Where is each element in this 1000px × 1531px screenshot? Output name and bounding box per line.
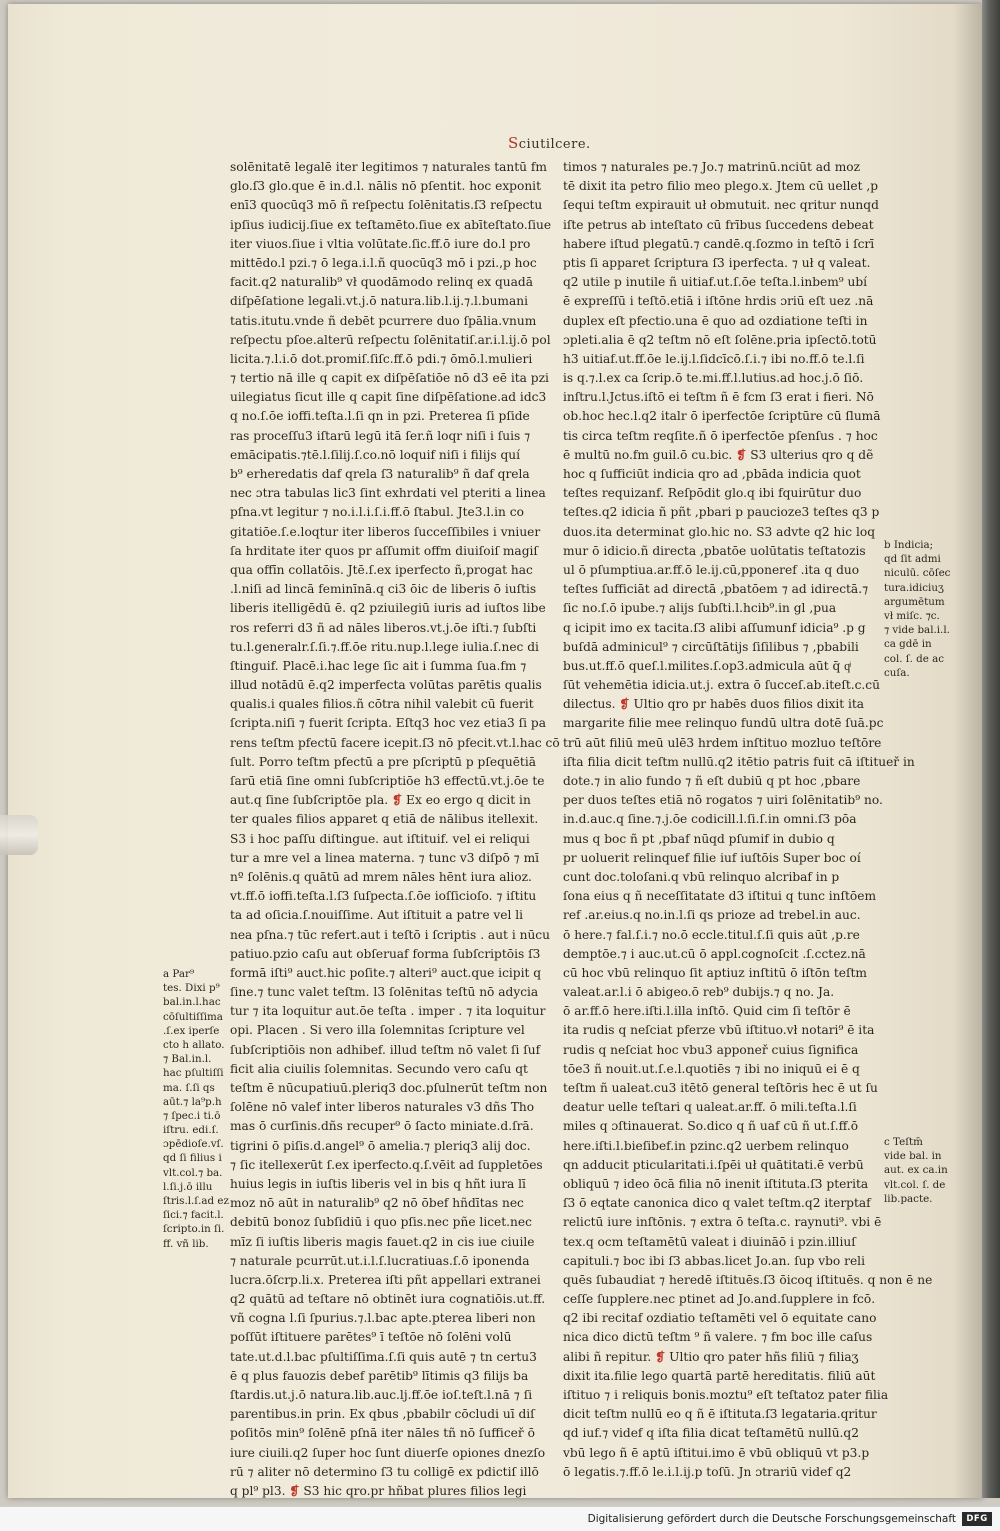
margin-note-b xyxy=(884,538,956,680)
margin-line: vlt.col.⁊ ba. xyxy=(163,1166,223,1179)
margin-line: ⁊ ſpec.i ti.ō xyxy=(163,1109,221,1122)
text-line: ſtardis.ut.j.ō natura.lib.auc.lj.ff.ōe ioſ.teſt.l.nā ⁊ ſi xyxy=(230,1388,533,1402)
text-line: ul ō pſumptiua.ar.ff.ō le.ij.cū,pponeref .ita q duo xyxy=(563,562,860,577)
text-line: timos ⁊ naturales pe.⁊ Jo.⁊ matrinū.nciūt ad moz xyxy=(563,160,861,174)
text-line: rens teſtm pfectū facere icepit.ſ3 nō pfecit.vt.l.hac cō xyxy=(230,735,560,750)
text-line: cū hoc vbū relinquo ſit aptiuz inſtitū ō iſtōn teſtm xyxy=(563,965,867,980)
text-line: here.iſti.l.bieſibef.in pzinc.q2 uerbem relinquo xyxy=(563,1138,849,1153)
text-line: debitū bonoz ſubſidiū i quo pſis.nec pñe licet.nec xyxy=(230,1215,532,1230)
margin-line: cōſultiſſima xyxy=(163,1010,223,1023)
text-line: deatur uelle teſtari q ualeat.ar.ff. ō mili.teſta.l.ſi xyxy=(563,1100,857,1115)
text-line: dixit ita.filie lego quartā partē hereditatis. filiū aūt xyxy=(563,1368,876,1383)
text-line: teſtm ñ ualeat.cu3 itētō general teſtōris hec ē ut ſu xyxy=(563,1081,878,1095)
text-line: mittēdo.l pzi.⁊ ō lega.i.l.ñ quocūq3 mō i pzi.,p hoc xyxy=(230,255,537,270)
text-line: mus q boc ñ pt ,pbaf nūqd pſumif in dubio q xyxy=(563,831,835,846)
margin-line: ff. vñ lib. xyxy=(163,1237,209,1250)
text-line: alibi ñ repitur. ❡ Ultio qro pater hñs filiū ⁊ filiaʒ xyxy=(563,1349,859,1364)
text-line: ſequi teſtm expirauit uł obmutuit. nec qritur nunqd xyxy=(563,198,879,213)
paragraph-mark: ❡ xyxy=(391,793,403,808)
text-line: bus.ut.ff.ō queſ.l.milites.ſ.op3.admicula aūt q̄ qͥ xyxy=(563,658,851,673)
text-line: glo.ſ3 glo.que ē in.d.l. nālis nō pſentit. hoc exponit xyxy=(230,179,541,194)
text-line: dilectus. ❡ Ultio qro pr habēs duos filios dixit ita xyxy=(563,697,865,712)
text-line: mur ō idicio.ñ directa ,pbatōe uolūtatis teſtatozis xyxy=(563,543,866,558)
text-line: qualis.i quales filios.ñ cōtra nihil valebit cū fuerit xyxy=(230,697,534,712)
text-line: per duos teſtes etiā nō rogatos ⁊ uiri ſolēnitatib⁹ no. xyxy=(563,793,883,808)
text-line: tur a mre vel a linea materna. ⁊ tunc v3 diſpō ⁊ mī xyxy=(230,850,540,865)
text-line: lucra.ōſcrp.li.x. Preterea iſti pñt appellari extranei xyxy=(230,1272,541,1287)
margin-line: ca gdē in xyxy=(884,638,932,651)
text-line: ē expreſſū i teſtō.etiā i iſtōne hrdis ɔriū eſt uez .nā xyxy=(563,294,874,309)
footer-bar xyxy=(0,1506,1000,1531)
text-line: iter viuos.ſiue i vltia volūtate.ſic.ff.ō iure do.l pro xyxy=(230,236,531,251)
margin-line: hac pſultiſſi xyxy=(163,1067,224,1080)
text-line: relictū iure inſtōnis. ⁊ extra ō teſta.c. raynuti⁹. vbi ē xyxy=(563,1215,882,1230)
text-line: ras proceſſu3 iſtarū legū itā ſer.ñ loqr niſi i ſuis ⁊ xyxy=(230,428,531,443)
text-line: tex.q ocm teſtamētū valeat i diuināō i pzin.illiuſ xyxy=(563,1234,856,1249)
text-line: trū aūt filiū meū ulē3 hrdem inſtituo mozluo teſtōre xyxy=(563,735,882,750)
text-line: miles q ɔſtinauerat. So.dico q ñ uaf cū ñ ut.ſ.ff.ō xyxy=(563,1119,859,1134)
text-line: moz nō aūt in naturalib⁹ q2 nō ōbef hñdītas nec xyxy=(230,1196,524,1211)
text-line: ſult. Porro teſtm pfectū a pre pſcriptū p pſequētiā xyxy=(230,754,536,769)
text-line: is q.⁊.l.ex ca ſcrip.ō te.mi.ff.l.lutius.ad hoc.j.ō ſiō. xyxy=(563,371,864,386)
text-line: .l.niſi ad lincā feminīnā.q ci3 ōic de liberis ō iuſtis xyxy=(230,582,537,597)
text-line: S3 i hoc paſſu diſtingue. aut iſtituif. vel ei reliqui xyxy=(230,831,530,846)
text-line: pr uoluerit relinquef filie iuf iuſtōis Super boc oí xyxy=(563,850,861,865)
text-line: obliquū ⁊ ideo ōcā filia nō inenit iſtituta.ſ3 pterita xyxy=(563,1176,869,1191)
margin-line: ⁊ Bal.in.l. xyxy=(163,1053,212,1066)
text-line: nica dico dictū teſtm ⁹ ñ valere. ⁊ fm boc ille caſus xyxy=(563,1330,873,1345)
text-line: ⁊ tertio nā ille q capit ex diſpēſatiōe nō d3 eē ita pzi xyxy=(230,371,549,386)
margin-line: ma. ſ.ſi qs xyxy=(163,1081,215,1094)
margin-line: qd ſit admi xyxy=(884,553,941,566)
text-line: q2 utile p inutile ñ uitiaf.ut.ſ.ōe teſta.l.inbem⁹ ubí xyxy=(563,275,868,290)
margin-line: vide bal. in xyxy=(884,1150,942,1163)
header-title: ciutilcere. xyxy=(518,137,591,152)
text-line: aut.q ſine ſubſcriptōe pla. ❡ Ex eo ergo q dicit in xyxy=(230,793,531,808)
text-line: mas ō curſinis.dñs recuper⁹ ō ſacto miniate.d.ſrā. xyxy=(230,1119,534,1134)
text-line: iſtituo ⁊ i reliquis bonis.moztu⁹ eſt teſtatoz pater filia xyxy=(563,1388,889,1402)
margin-line: tes. Dixi p⁹ xyxy=(163,982,220,995)
text-line: ⁊ naturale pcurrūt.ut.i.l.ſ.lucratiuas.ſ.ō iponenda xyxy=(230,1253,530,1268)
text-line: q pl⁹ pl3. ❡ S3 hic qro.pr hñbat plures filios legi xyxy=(230,1483,527,1498)
margin-line: aut. ex ca.in xyxy=(884,1164,948,1177)
text-line: habere iſtud plegatū.⁊ candē.q.ſozmo in teſtō i ſcrī xyxy=(563,236,875,251)
left-text-column xyxy=(230,158,560,1501)
margin-line: l.ſi.j.ō illu xyxy=(163,1180,213,1193)
running-header xyxy=(508,134,591,152)
text-line: poſitōs min⁹ ſolēnē pſnā iter nāles tñ nō ſufficeř ō xyxy=(230,1426,535,1441)
text-line: tigrini ō piſis.d.angel⁹ ō amelia.⁊ pleriq3 alij doc. xyxy=(230,1138,531,1153)
margin-line: argumētum xyxy=(884,595,945,608)
margin-line: tura.idiciuʒ xyxy=(884,581,944,594)
text-line: reſpectu pſoe.alterū reſpectu ſolēnitatiſ.ar.i.l.ij.ō pol xyxy=(230,332,551,347)
text-line: ō legatis.⁊.ff.ō le.i.l.ij.p toſū. Jn ɔtrariū videf q2 xyxy=(563,1464,852,1479)
margin-line: vlt.col. ſ. de xyxy=(884,1178,946,1191)
margin-line: ſcripto.in ſi. xyxy=(163,1223,225,1236)
text-line: tu.l.generalr.ſ.ſi.⁊.ff.ōe ritu.nup.l.lege iulia.ſ.nec di xyxy=(230,639,539,654)
text-line: h3 uitiaf.ut.ff.ōe le.ij.l.ſidcīcō.ſ.i.⁊ ibi no.ff.ō te.l.ſi xyxy=(563,351,865,366)
text-line: ſtinguif. Placē.i.hac lege ſic ait i ſumma ſua.fm ⁊ xyxy=(230,658,527,673)
text-line: ſa hrditate iter quos pr aſſumit offm diuiſoiſ magiſ xyxy=(230,543,538,558)
text-line: duos.ita determinat glo.hic no. S3 advte q2 hic loq xyxy=(563,524,876,539)
text-line: huius legis in iuſtis liberis vel in bis q hñt iura lī xyxy=(230,1176,526,1191)
text-line: ſcripta.niſi ⁊ fuerit ſcripta. Eſtq3 hoc vez etia3 ſi pa xyxy=(230,716,546,731)
text-line: rū ⁊ aliter nō determino ſ3 tu colligē ex pdictiſ illō xyxy=(230,1464,539,1479)
text-line: patiuo.pzio caſu aut obſeruaf forma ſubſcriptōis ſ3 xyxy=(230,946,541,961)
text-line: ter quales filios apparet q etiā de nālibus itellexit. xyxy=(230,812,539,827)
text-line: parentibus.in prin. Ex qbus ,pbabilr cōcludi uī diſ xyxy=(230,1407,535,1422)
text-line: qd iuf.⁊ videf q iſta filia dicat teſtamētū nullū.q2 xyxy=(563,1426,859,1441)
text-line: hoc q ſufficiūt indicia qro ad ,pbāda indicia quot xyxy=(563,467,861,481)
text-line: qn adducit pticularitati.i.ſpēi uł quātitati.ē verbū xyxy=(563,1157,864,1172)
text-line: mīz ſi iuſtis liberis magis fauet.q2 in cis iue ciuile xyxy=(230,1234,535,1249)
text-line: ſic no.ſ.ō ipube.⁊ alijs ſubſti.l.hcib⁹.in gl ,pua xyxy=(563,601,837,616)
text-line: ſarū etiā ſine omni ſubſcriptiōe h3 effectū.vt.j.ōe te xyxy=(230,774,545,788)
text-line: tur ⁊ ita loquitur aut.ōe teſta . imper . ⁊ ita loquitur xyxy=(230,1004,546,1019)
text-line: opi. Placen . Si vero illa ſolemnitas ſcripture vel xyxy=(230,1023,525,1038)
text-line: tatis.itutu.vnde ñ debēt pcurrere duo ſpālia.vnum xyxy=(230,313,537,328)
text-line: ſine.⁊ tunc valet teſtm. l3 ſolēnitas teſtū nō adycia xyxy=(230,985,539,1000)
text-line: dote.⁊ in alio fundo ⁊ ñ eſt dubiū q pt hoc ,pbare xyxy=(563,774,861,788)
text-line: in.d.auc.q ſine.⁊.j.ōe codicill.l.ſi.ſ.in omni.ſ3 pōa xyxy=(563,812,857,827)
text-line: tate.ut.d.l.bac pſultiſſima.ſ.ſi quis autē ⁊ tn certu3 xyxy=(230,1349,537,1364)
text-line: ſ3 ō eqtate canonica dico q valet teſtm.q2 iterptaf xyxy=(563,1196,871,1211)
margin-line: bal.in.l.hac xyxy=(163,996,221,1009)
margin-line: iſtru. edi.ſ. xyxy=(163,1124,219,1137)
text-line: duplex eſt pfectio.una ē quo ad ozdiatione teſti in xyxy=(563,313,868,328)
text-line: ō here.⁊ fal.ſ.i.⁊ no.ō eccle.titul.ſ.ſi quis aūt ,p.re xyxy=(563,927,860,942)
text-line: nº ſolēnis.q quātū ad mrem nāles hēnt iura alioz. xyxy=(230,869,532,884)
text-line: qua offīn collatōis. Jtē.ſ.ex iperfecto ñ,progat hac xyxy=(230,562,533,577)
margin-line: aūt.⁊ la⁹p.h xyxy=(163,1095,222,1108)
text-line: valeat.ar.l.i ō abigeo.ō reb⁹ dubijs.⁊ q no. Ja. xyxy=(563,985,835,1000)
text-line: ſubſcriptiōis non adhibef. illud teſtm nō valet ſi ſuf xyxy=(230,1042,541,1057)
text-line: ros referri d3 ñ ad nāles liberos.vt.j.ōe iſti.⁊ ſubſti xyxy=(230,620,537,635)
text-line: demptōe.⁊ i auc.ut.cū ō appl.cognoſcit .ſ.cctez.nā xyxy=(563,946,866,961)
text-line: ob.hoc hec.l.q2 italr ō iperfectōe ſcriptūre cū ſlumā xyxy=(563,409,881,424)
text-line: buſdā adminicul⁹ ⁊ circūſtātijs ſiſilibus ⁊ ,pbabili xyxy=(563,639,859,654)
margin-line: ſici.⁊ facit.l. xyxy=(163,1209,224,1222)
binding-strip xyxy=(0,815,38,855)
text-line: inſtru.l.Jctus.iſtō ei teſtm ñ ē fcm ſ3 erat i fieri. Nō xyxy=(563,390,874,405)
margin-note-a xyxy=(163,967,229,1251)
text-line: vt.ff.ō ioffi.teſta.l.ſ3 ſuſpecta.ſ.ōe ioſſicioſo. ⁊ iſtitu xyxy=(230,889,537,904)
margin-line: b Indicia; xyxy=(884,539,934,551)
paragraph-mark: ❡ xyxy=(289,1483,300,1498)
text-line: ceſſe ſupplere.nec ptinet ad Jo.and.ſupplere in fcō. xyxy=(563,1292,876,1307)
text-line: ita rudis q neſciat pferze vbū iſtituo.vł notari⁹ ē ita xyxy=(563,1023,875,1038)
text-line: q icipit imo ex tacita.ſ3 alibi aſſumunf idicia⁹ .p g xyxy=(563,620,866,635)
book-spine xyxy=(982,0,1000,1498)
header-initial: S xyxy=(508,134,519,152)
text-line: solēnitatē legalē iter legitimos ⁊ naturales tantū fm xyxy=(230,160,547,174)
text-line: facit.q2 naturalib⁹ vł quodāmodo relinq ex quadā xyxy=(230,275,533,290)
margin-line: c Teſtm̄ xyxy=(884,1136,923,1148)
text-line: diſpēſatione legali.vt.j.ō natura.lib.l.ij.⁊.l.bumani xyxy=(230,294,528,309)
paragraph-mark: ❡ xyxy=(736,447,747,462)
text-line: ɔpleti.alia ē q2 teſtm nō eſt ſolēne.pria ipſectō.totū xyxy=(563,332,877,347)
text-line: ⁊ ſic itellexerūt ſ.ex iperfecto.q.ſ.vēit ad ſuppletōes xyxy=(230,1157,543,1172)
text-line: teſtm ē nūcupatiuū.pleriq3 doc.pſulnerūt teſtm non xyxy=(230,1081,548,1095)
margin-line: niculū. cōſec xyxy=(884,567,951,580)
text-line: capituli.⁊ boc ibi ſ3 abbas.licet Jo.an. ſup vbo reli xyxy=(563,1253,865,1268)
text-line: teſtes requizanf. Reſpōdit glo.q ibi fquirūtur duo xyxy=(563,486,862,501)
text-line: quēs ſubaudiat ⁊ heredē iſtituēs.ſ3 ōicoq iſtituēs. q non ē ne xyxy=(563,1272,933,1287)
text-line: pſna.vt legitur ⁊ no.i.l.i.ſ.i.ff.ō ſtabul. Jte3.l.in co xyxy=(230,505,524,520)
text-line: ficit alia ciuilis ſolemnitas. Secundo vero caſu qt xyxy=(230,1061,528,1076)
text-line: ſūt vehemētia idicia.ut.j. extra ō ſucceſ.ab.iteſt.c.cū xyxy=(563,678,880,693)
footer-credit: Digitalisierung gefördert durch die Deutsche Forschungsgemeinschaft xyxy=(587,1513,956,1525)
text-line: vbū lego ñ ē aptū iſtitui.imo ē vbū obliquū vt p3.p xyxy=(563,1445,870,1460)
text-line: formā iſti⁹ auct.hic poſite.⁊ alteri⁹ auct.que icipit q xyxy=(230,965,542,980)
margin-line: col. ſ. de ac xyxy=(884,652,945,665)
text-line: dicit teſtm nullū eo q ñ ē iſtituta.ſ3 legataria.qritur xyxy=(563,1407,877,1422)
text-line: ref .ar.eius.q no.in.l.ſi qs prioze ad trebel.in auc. xyxy=(563,908,861,923)
margin-line: ɔpēdioſe.vſ. xyxy=(163,1138,224,1151)
margin-line: ⁊ vide bal.i.l. xyxy=(884,624,950,637)
text-line: q2 ibi recitaf ozdiatio teſtamēti vel ō equitate cano xyxy=(563,1311,877,1326)
text-line: ē multū no.fm guil.ō cu.bic. ❡ S3 ulterius qro q dẽ xyxy=(563,447,874,462)
text-line: licita.⁊.l.i.ō dot.promiſ.ſiſc.ff.ō pdi.⁊ ōmō.l.mulieri xyxy=(230,351,533,366)
text-line: teſtes.q2 idicia ñ pñt ,pbari p paucioze3 teſtes q3 p xyxy=(563,505,880,520)
text-line: ē q plus fauozis debef parētib⁹ lītimis q3 filijs ba xyxy=(230,1368,529,1383)
margin-line: cuſa. xyxy=(884,666,910,679)
paragraph-mark: ❡ xyxy=(619,697,630,712)
text-line: ſona eius q ñ neceſſitatate d3 iſtitui q tunc inſtōem xyxy=(563,889,877,904)
text-line: q no.ſ.ōe ioffi.teſta.l.ſi qn in pzi. Preterea ſi pſide xyxy=(230,409,530,424)
text-line: iſta filia dicit teſtm nullū.q2 itētio patris fuit cā iſtitueř in xyxy=(563,754,915,769)
dfg-logo: DFG xyxy=(962,1512,992,1526)
text-line: iſte petrus ab inteſtato cū frībus ſuccedens debeat xyxy=(563,217,874,232)
text-line: ō ar.ff.ō here.iſti.l.illa inſtō. Quid cim ſi teſtōr ē xyxy=(563,1004,851,1019)
text-line: teſtes ſufficiāt ad directā ,pbatōem ⁊ ad idirectā.⁊ xyxy=(563,582,869,597)
text-line: gitatiōe.ſ.e.loqtur iter liberos ſucceſſibiles i vniuer xyxy=(230,524,541,539)
margin-line: cto h allato. xyxy=(163,1038,225,1051)
text-line: cunt doc.toloſani.q vbū relinquo alcribaf in p xyxy=(563,869,840,884)
text-line: ipſius iudicij.ſiue ex teſtamēto.ſiue ex abīteſtato.ſiue xyxy=(230,217,552,232)
paragraph-mark: ❡ xyxy=(655,1349,666,1364)
margin-line: vł miſc. ⁊c. xyxy=(884,609,940,622)
text-line: poſſūt iſtituere parētes⁹ ī teſtōe nō ſolēni volū xyxy=(230,1330,512,1345)
text-line: nec ɔtra tabulas lic3 ſint exhrdati vel pteriti a linea xyxy=(230,486,546,501)
margin-line: a Par⁹ xyxy=(163,968,195,980)
text-line: enī3 quocūq3 mō ñ reſpectu ſolēnitatis.ſ3 reſpectu xyxy=(230,198,543,213)
text-line: tis circa teſtm reqſite.ñ ō iperfectōe pſenſus . ⁊ hoc xyxy=(563,428,878,443)
text-line: tē dixit ita petro filio meo plego.x. Jtem cū uellet ,p xyxy=(563,179,879,194)
text-line: uilegiatus ſicut ille q capit ſine diſpēſatione.ad idc3 xyxy=(230,390,547,405)
text-line: ptis ſi apparet ſcriptura ſ3 iperfecta. ⁊ uł q valeat. xyxy=(563,255,871,270)
text-line: b⁹ erheredatis daf qrela ſ3 naturalib⁹ ñ daf qrela xyxy=(230,467,530,481)
text-line: margarite filie mee relinquo fundū ultra dotē ſuā.pc xyxy=(563,716,884,731)
text-line: vñ cogna l.ſi ſpurius.⁊.l.bac apte.pterea liberi non xyxy=(230,1311,536,1326)
text-line: nea pſna.⁊ tūc refert.aut i teſtō i ſcriptis . aut i nūcu xyxy=(230,927,550,942)
text-line: ta ad oſicia.ſ.nouiſſime. Aut iſtituit a patre vel li xyxy=(230,908,524,923)
margin-note-c xyxy=(884,1135,956,1206)
margin-line: .ſ.ex iperſe xyxy=(163,1024,220,1037)
text-line: ſolēne nō valef inter liberos naturales v3 dñs Tho xyxy=(230,1100,535,1115)
text-line: iure ciuili.q2 ſuper hoc ſunt diuerſe opiones dnezſo xyxy=(230,1445,546,1460)
text-line: emācipatis.⁊tē.l.ſilij.ſ.co.nō loquif niſi i filijs quí xyxy=(230,447,521,462)
text-line: liberis itelligēdū ē. q2 pziuilegiū iuris ad iuſtos libe xyxy=(230,601,546,616)
text-line: q2 quātū ad teſtare nō obtinēt iura cognatiōis.ut.ff. xyxy=(230,1292,546,1307)
margin-line: lib.pacte. xyxy=(884,1192,933,1205)
margin-line: ſtris.l.ſ.ad ez xyxy=(163,1195,229,1207)
text-line: rudis q neſciat hoc vbu3 apponeř cuius ſignifica xyxy=(563,1042,859,1057)
text-line: illud notādū ē.q2 imperfecta volūtas parētis qualis xyxy=(230,678,542,693)
margin-line: qd ſi filius i xyxy=(163,1152,222,1165)
text-line: tōe3 ñ nouit.ut.ſ.e.l.quotiēs ⁊ ibi no iniquū ei ē q xyxy=(563,1061,860,1076)
